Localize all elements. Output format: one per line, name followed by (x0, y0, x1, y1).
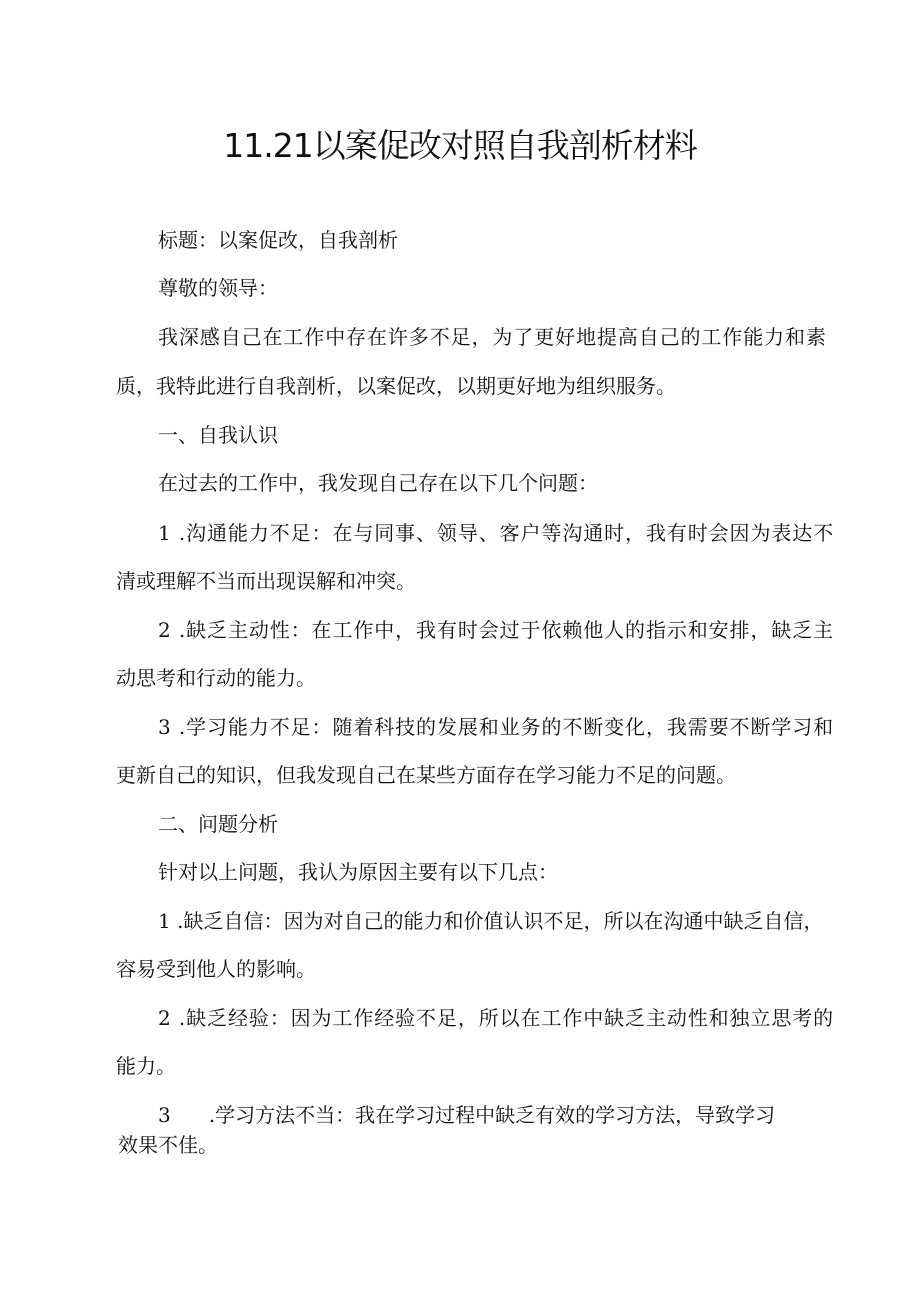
section1-lead: 在过去的工作中，我发现自己存在以下几个问题： (158, 471, 598, 495)
section2-item-1-line-2: 容易受到他人的影响。 (116, 957, 316, 981)
document-title: 11.21以案促改对照自我剖析材料 (223, 126, 697, 165)
subject-line: 标题：以案促改，自我剖析 (158, 228, 398, 252)
salutation: 尊敬的领导： (158, 276, 278, 300)
section1-item-3-line-1: 3 .学习能力不足：随着科技的发展和业务的不断变化，我需要不断学习和 (158, 715, 835, 739)
section1-item-1-line-1: 1 .沟通能力不足：在与同事、领导、客户等沟通时，我有时会因为表达不 (158, 521, 835, 545)
section1-item-2-line-2: 动思考和行动的能力。 (116, 666, 316, 690)
section2-heading: 二、问题分析 (158, 812, 278, 836)
section2-item-3-number: 3 (158, 1103, 171, 1127)
section2-item-3-text: .学习方法不当：我在学习过程中缺乏有效的学习方法，导致学习 (208, 1103, 776, 1127)
section1-heading: 一、自我认识 (158, 423, 278, 447)
intro-line-1: 我深感自己在工作中存在许多不足，为了更好地提高自己的工作能力和素 (158, 325, 827, 349)
section2-item-3-line-2: 效果不佳。 (118, 1133, 218, 1157)
section2-item-2-line-2: 能力。 (116, 1054, 176, 1078)
section2-item-3-line-1 (158, 1100, 775, 1130)
section2-item-1-line-1: 1 .缺乏自信：因为对自己的能力和价值认识不足，所以在沟通中缺乏自信， (158, 909, 824, 933)
section1-item-3-line-2: 更新自己的知识，但我发现自己在某些方面存在学习能力不足的问题。 (116, 763, 736, 787)
section1-item-2-line-1: 2 .缺乏主动性：在工作中，我有时会过于依赖他人的指示和安排，缺乏主 (158, 618, 835, 642)
intro-line-2: 质，我特此进行自我剖析，以案促改，以期更好地为组织服务。 (116, 374, 676, 398)
section2-lead: 针对以上问题，我认为原因主要有以下几点： (158, 860, 558, 884)
section1-item-1-line-2: 清或理解不当而出现误解和冲突。 (116, 569, 416, 593)
section2-item-2-line-1: 2 .缺乏经验：因为工作经验不足，所以在工作中缺乏主动性和独立思考的 (158, 1006, 835, 1030)
